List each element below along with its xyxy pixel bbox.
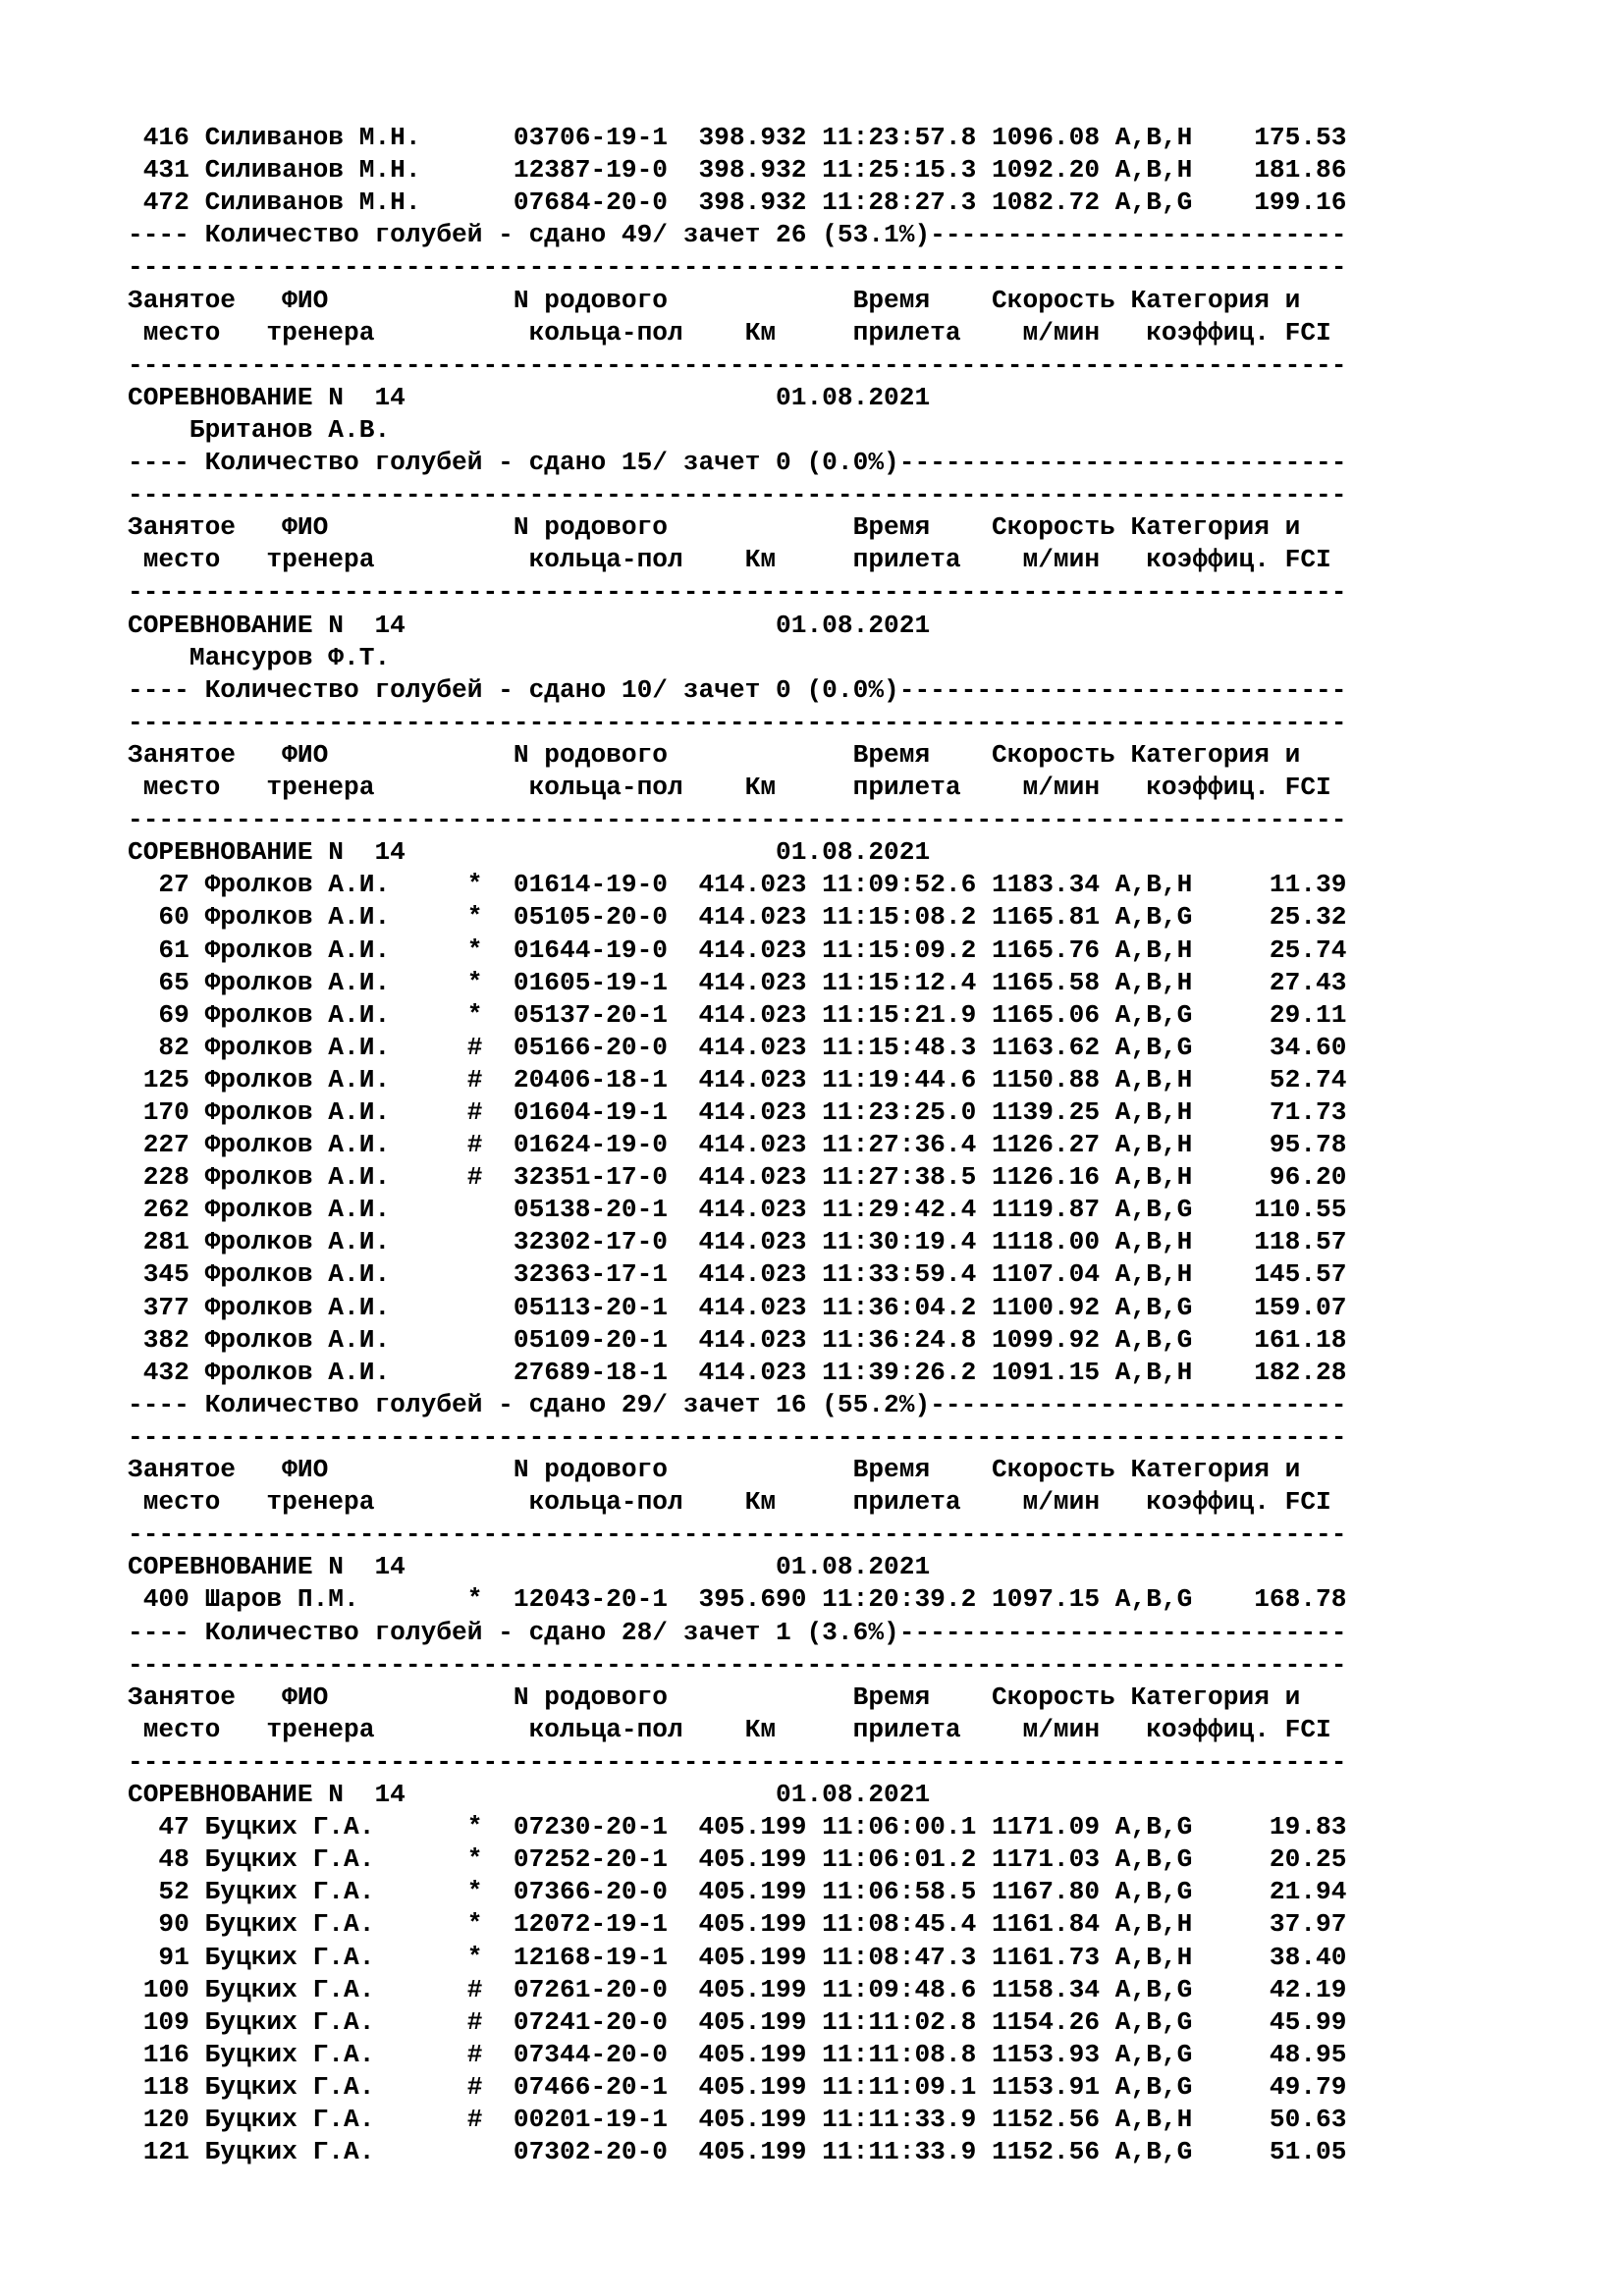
result-row: 100 Буцких Г.А. # 07261-20-0 405.199 11:09:48.6 1158.34 A,B,G 42.19: [128, 1975, 1347, 2004]
competition-line: СОРЕВНОВАНИЕ N 14 01.08.2021: [128, 383, 931, 412]
competition-line: СОРЕВНОВАНИЕ N 14 01.08.2021: [128, 611, 931, 640]
result-row: 121 Буцких Г.А. 07302-20-0 405.199 11:11:33.9 1152.56 A,B,G 51.05: [128, 2137, 1347, 2166]
column-header-row-2: место тренера кольца-пол Км прилета м/мин коэффиц. FCI: [128, 1715, 1331, 1744]
result-row: 69 Фролков А.И. * 05137-20-1 414.023 11:15:21.9 1165.06 A,B,G 29.11: [128, 1000, 1347, 1030]
owner-name: Мансуров Ф.Т.: [128, 643, 391, 672]
column-header-rule: -------------------------------------------------------------------------------: [128, 805, 1347, 834]
result-row: 400 Шаров П.М. * 12043-20-1 395.690 11:20:39.2 1097.15 A,B,G 168.78: [128, 1584, 1347, 1614]
result-row: 472 Силиванов М.Н. 07684-20-0 398.932 11:28:27.3 1082.72 A,B,G 199.16: [128, 187, 1347, 217]
column-header-rule: -------------------------------------------------------------------------------: [128, 480, 1347, 509]
column-header-rule: -------------------------------------------------------------------------------: [128, 350, 1347, 380]
column-header-rule: -------------------------------------------------------------------------------: [128, 1650, 1347, 1680]
section-summary: ---- Количество голубей - сдано 49/ зачет 26 (53.1%)---------------------------: [128, 220, 1347, 249]
result-row: 61 Фролков А.И. * 01644-19-0 414.023 11:15:09.2 1165.76 A,B,H 25.74: [128, 935, 1347, 965]
result-row: 82 Фролков А.И. # 05166-20-0 414.023 11:15:48.3 1163.62 A,B,G 34.60: [128, 1033, 1347, 1062]
column-header-row-2: место тренера кольца-пол Км прилета м/мин коэффиц. FCI: [128, 545, 1331, 574]
column-header-rule: -------------------------------------------------------------------------------: [128, 1520, 1347, 1549]
owner-name: Британов А.В.: [128, 415, 391, 445]
column-header-row-2: место тренера кольца-пол Км прилета м/мин коэффиц. FCI: [128, 1487, 1331, 1517]
result-row: 65 Фролков А.И. * 01605-19-1 414.023 11:15:12.4 1165.58 A,B,H 27.43: [128, 968, 1347, 997]
column-header-row-2: место тренера кольца-пол Км прилета м/мин коэффиц. FCI: [128, 318, 1331, 347]
column-header-rule: -------------------------------------------------------------------------------: [128, 708, 1347, 737]
result-row: 90 Буцких Г.А. * 12072-19-1 405.199 11:08:45.4 1161.84 A,B,H 37.97: [128, 1909, 1347, 1939]
column-header-rule: -------------------------------------------------------------------------------: [128, 1422, 1347, 1452]
result-row: 345 Фролков А.И. 32363-17-1 414.023 11:33:59.4 1107.04 A,B,H 145.57: [128, 1259, 1347, 1289]
result-row: 228 Фролков А.И. # 32351-17-0 414.023 11:27:38.5 1126.16 A,B,H 96.20: [128, 1162, 1347, 1192]
result-row: 47 Буцких Г.А. * 07230-20-1 405.199 11:06:00.1 1171.09 A,B,G 19.83: [128, 1812, 1347, 1842]
result-row: 120 Буцких Г.А. # 00201-19-1 405.199 11:11:33.9 1152.56 A,B,H 50.63: [128, 2105, 1347, 2134]
result-row: 52 Буцких Г.А. * 07366-20-0 405.199 11:06:58.5 1167.80 A,B,G 21.94: [128, 1877, 1347, 1906]
result-row: 227 Фролков А.И. # 01624-19-0 414.023 11:27:36.4 1126.27 A,B,H 95.78: [128, 1130, 1347, 1159]
column-header-row-2: место тренера кольца-пол Км прилета м/мин коэффиц. FCI: [128, 773, 1331, 802]
column-header-rule: -------------------------------------------------------------------------------: [128, 1747, 1347, 1777]
result-row: 416 Силиванов М.Н. 03706-19-1 398.932 11:23:57.8 1096.08 A,B,H 175.53: [128, 123, 1347, 152]
column-header-row-1: Занятое ФИО N родового Время Скорость Категория и: [128, 1455, 1301, 1484]
result-row: 382 Фролков А.И. 05109-20-1 414.023 11:36:24.8 1099.92 A,B,G 161.18: [128, 1325, 1347, 1355]
result-row: 48 Буцких Г.А. * 07252-20-1 405.199 11:06:01.2 1171.03 A,B,G 20.25: [128, 1844, 1347, 1874]
result-row: 170 Фролков А.И. # 01604-19-1 414.023 11:23:25.0 1139.25 A,B,H 71.73: [128, 1097, 1347, 1127]
result-row: 281 Фролков А.И. 32302-17-0 414.023 11:30:19.4 1118.00 A,B,H 118.57: [128, 1227, 1347, 1256]
section-summary: ---- Количество голубей - сдано 15/ зачет 0 (0.0%)-----------------------------: [128, 448, 1347, 477]
result-row: 116 Буцких Г.А. # 07344-20-0 405.199 11:11:08.8 1153.93 A,B,G 48.95: [128, 2040, 1347, 2069]
column-header-rule: -------------------------------------------------------------------------------: [128, 252, 1347, 282]
result-row: 27 Фролков А.И. * 01614-19-0 414.023 11:09:52.6 1183.34 A,B,H 11.39: [128, 870, 1347, 899]
column-header-rule: -------------------------------------------------------------------------------: [128, 577, 1347, 607]
column-header-row-1: Занятое ФИО N родового Время Скорость Категория и: [128, 740, 1301, 770]
section-summary: ---- Количество голубей - сдано 10/ зачет 0 (0.0%)-----------------------------: [128, 675, 1347, 705]
competition-line: СОРЕВНОВАНИЕ N 14 01.08.2021: [128, 1552, 931, 1581]
column-header-row-1: Занятое ФИО N родового Время Скорость Категория и: [128, 286, 1301, 315]
result-row: 262 Фролков А.И. 05138-20-1 414.023 11:29:42.4 1119.87 A,B,G 110.55: [128, 1195, 1347, 1224]
competition-line: СОРЕВНОВАНИЕ N 14 01.08.2021: [128, 1780, 931, 1809]
section-summary: ---- Количество голубей - сдано 29/ зачет 16 (55.2%)---------------------------: [128, 1390, 1347, 1419]
competition-line: СОРЕВНОВАНИЕ N 14 01.08.2021: [128, 837, 931, 867]
result-row: 377 Фролков А.И. 05113-20-1 414.023 11:36:04.2 1100.92 A,B,G 159.07: [128, 1293, 1347, 1322]
result-row: 431 Силиванов М.Н. 12387-19-0 398.932 11:25:15.3 1092.20 A,B,H 181.86: [128, 155, 1347, 185]
column-header-row-1: Занятое ФИО N родового Время Скорость Категория и: [128, 1682, 1301, 1712]
result-row: 60 Фролков А.И. * 05105-20-0 414.023 11:15:08.2 1165.81 A,B,G 25.32: [128, 902, 1347, 932]
result-row: 125 Фролков А.И. # 20406-18-1 414.023 11:19:44.6 1150.88 A,B,H 52.74: [128, 1065, 1347, 1095]
section-summary: ---- Количество голубей - сдано 28/ зачет 1 (3.6%)-----------------------------: [128, 1618, 1347, 1647]
result-row: 109 Буцких Г.А. # 07241-20-0 405.199 11:11:02.8 1154.26 A,B,G 45.99: [128, 2007, 1347, 2037]
result-row: 91 Буцких Г.А. * 12168-19-1 405.199 11:08:47.3 1161.73 A,B,H 38.40: [128, 1943, 1347, 1972]
column-header-row-1: Занятое ФИО N родового Время Скорость Категория и: [128, 512, 1301, 542]
result-row: 118 Буцких Г.А. # 07466-20-1 405.199 11:11:09.1 1153.91 A,B,G 49.79: [128, 2072, 1347, 2102]
result-row: 432 Фролков А.И. 27689-18-1 414.023 11:39:26.2 1091.15 A,B,H 182.28: [128, 1358, 1347, 1387]
